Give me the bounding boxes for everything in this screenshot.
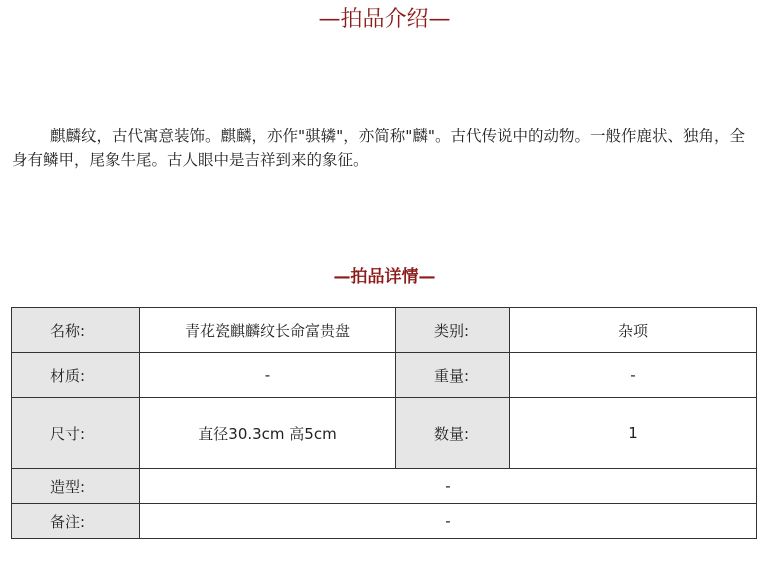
material-value: - [140,353,396,398]
note-value: - [140,504,757,539]
name-label: 名称: [12,308,140,353]
weight-value: - [510,353,757,398]
category-value: 杂项 [510,308,757,353]
table-row [12,504,757,539]
size-label: 尺寸: [12,398,140,469]
shape-label: 造型: [12,469,140,504]
table-row [12,308,757,353]
table-row [12,353,757,398]
shape-value: - [140,469,757,504]
detail-table [11,307,757,539]
intro-paragraph: 麒麟纹，古代寓意装饰。麒麟，亦作"骐辚"，亦简称"麟"。古代传说中的动物。一般作鹿状、独角，全身有鳞甲，尾象牛尾。古人眼中是吉祥到来的象征。 [12,127,746,169]
table-row [12,398,757,469]
weight-label: 重量: [396,353,510,398]
intro-section-title: —拍品介绍— [318,7,451,32]
material-label: 材质: [12,353,140,398]
size-value: 直径30.3cm 高5cm [140,398,396,469]
table-row [12,469,757,504]
quantity-value: 1 [510,398,757,469]
detail-section-title: —拍品详情— [333,267,436,287]
category-label: 类别: [396,308,510,353]
name-value: 青花瓷麒麟纹长命富贵盘 [140,308,396,353]
quantity-label: 数量: [396,398,510,469]
note-label: 备注: [12,504,140,539]
